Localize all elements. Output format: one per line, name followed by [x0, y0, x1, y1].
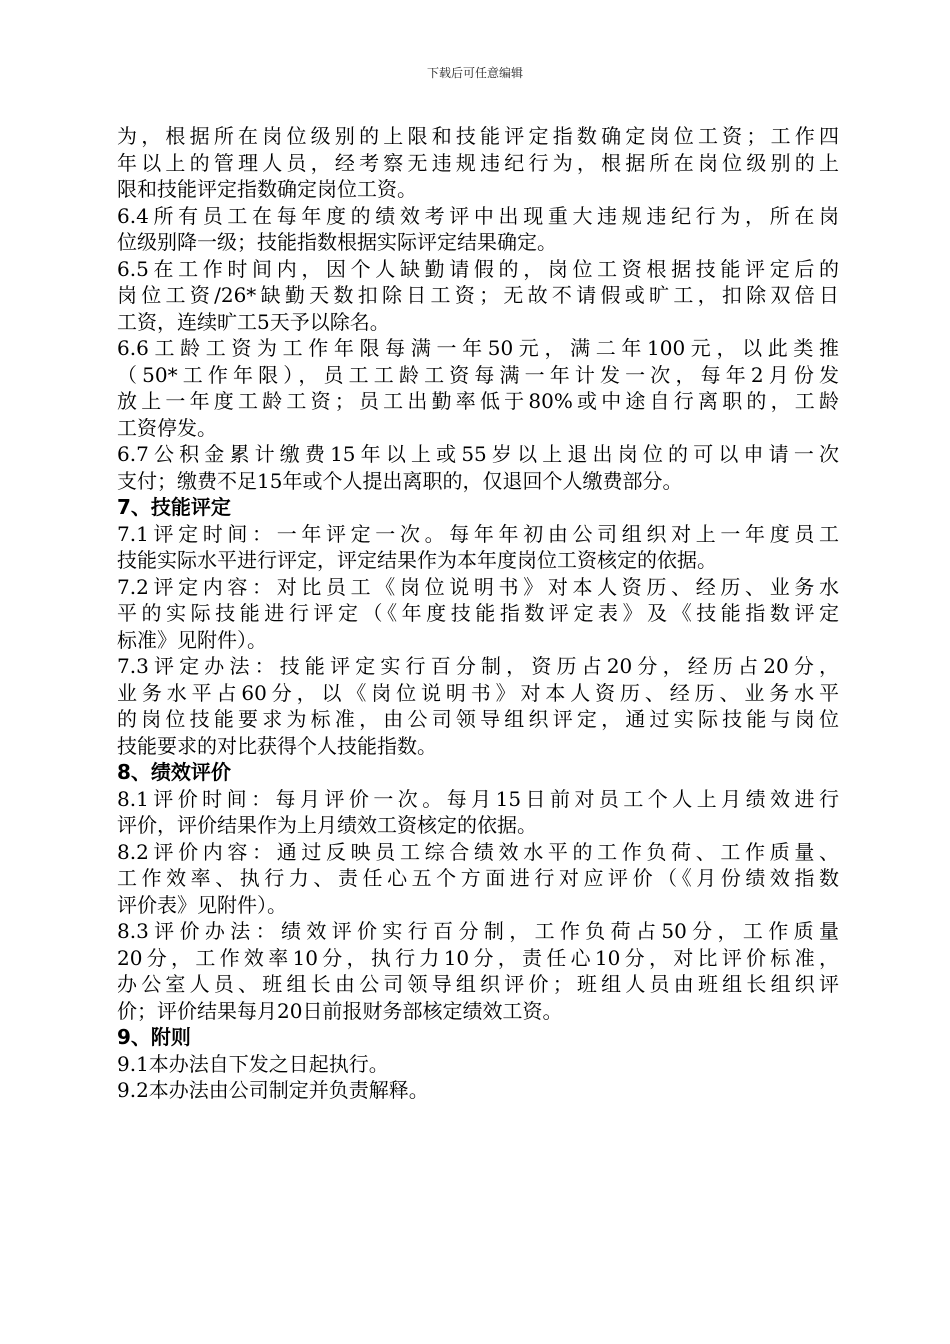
text-line: 为，根据所在岗位级别的上限和技能评定指数确定岗位工资；工作四: [117, 124, 839, 148]
text-line: 7.1评定时间：一年评定一次。每年年初由公司组织对上一年度员工: [117, 521, 839, 546]
text-line: 评价，评价结果作为上月绩效工资核定的依据。: [117, 813, 537, 837]
text-line: 限和技能评定指数确定岗位工资。: [117, 177, 417, 201]
text-line: 工作效率、执行力、责任心五个方面进行对应评价（《月份绩效指数: [117, 866, 839, 890]
section-heading: 9、附则: [117, 1025, 191, 1049]
text-line: 7.2评定内容：对比员工《岗位说明书》对本人资历、经历、业务水: [117, 574, 839, 599]
text-line: 技能要求的对比获得个人技能指数。: [117, 733, 437, 758]
text-line: 6.5在工作时间内，因个人缺勤请假的，岗位工资根据技能评定后的: [117, 256, 839, 281]
text-line: 7.3评定办法：技能评定实行百分制，资历占20分，经历占20分，: [117, 654, 839, 678]
text-line: 8.3评价办法：绩效评价实行百分制，工作负荷占50分，工作质量: [117, 919, 839, 943]
text-line: 8.1评价时间：每月评价一次。每月15日前对员工个人上月绩效进行: [117, 786, 839, 811]
text-line: （50*工作年限），员工工龄工资每满一年计发一次，每年2月份发: [117, 362, 839, 387]
text-line: 8.2评价内容：通过反映员工综合绩效水平的工作负荷、工作质量、: [117, 839, 839, 864]
text-line: 标准》见附件）。: [117, 627, 267, 652]
text-line: 的岗位技能要求为标准，由公司领导组织评定，通过实际技能与岗位: [117, 707, 839, 731]
text-line: 放上一年度工龄工资；员工出勤率低于80%或中途自行离职的，工龄: [117, 389, 839, 413]
text-line: 业务水平占60分，以《岗位说明书》对本人资历、经历、业务水平: [117, 680, 839, 705]
text-line: 6.4所有员工在每年度的绩效考评中出现重大违规违纪行为，所在岗: [117, 203, 839, 228]
document-body: [117, 123, 839, 1104]
page-header: 下载后可任意编辑: [426, 66, 523, 80]
text-line: 6.7公积金累计缴费15年以上或55岁以上退出岗位的可以申请一次: [117, 442, 839, 466]
text-line: 9.2本办法由公司制定并负责解释。: [117, 1078, 429, 1102]
text-line: 价；评价结果每月20日前报财务部核定绩效工资。: [117, 998, 563, 1023]
text-line: 20分，工作效率10分，执行力10分，责任心10分，对比评价标准，: [117, 945, 839, 970]
text-line: 办公室人员、班组长由公司领导组织评价；班组人员由班组长组织评: [117, 972, 839, 996]
section-heading: 7、技能评定: [117, 495, 231, 519]
text-line: 9.1本办法自下发之日起执行。: [117, 1051, 389, 1076]
text-line: 支付；缴费不足15年或个人提出离职的，仅退回个人缴费部分。: [117, 468, 683, 493]
text-line: 6.6工龄工资为工作年限每满一年50元，满二年100元，以此类推: [117, 336, 839, 360]
text-line: 评价表》见附件）。: [117, 892, 287, 917]
text-line: 平的实际技能进行评定（《年度技能指数评定表》及《技能指数评定: [117, 601, 839, 625]
text-line: 工资停发。: [117, 415, 217, 440]
text-line: 位级别降一级；技能指数根据实际评定结果确定。: [117, 230, 557, 254]
text-line: 岗位工资/26*缺勤天数扣除日工资；无故不请假或旷工，扣除双倍日: [117, 283, 839, 307]
text-line: 工资，连续旷工5天予以除名。: [117, 309, 390, 334]
text-line: 年以上的管理人员，经考察无违规违纪行为，根据所在岗位级别的上: [117, 150, 839, 175]
section-heading: 8、绩效评价: [117, 760, 231, 784]
text-line: 技能实际水平进行评定，评定结果作为本年度岗位工资核定的依据。: [117, 548, 717, 572]
